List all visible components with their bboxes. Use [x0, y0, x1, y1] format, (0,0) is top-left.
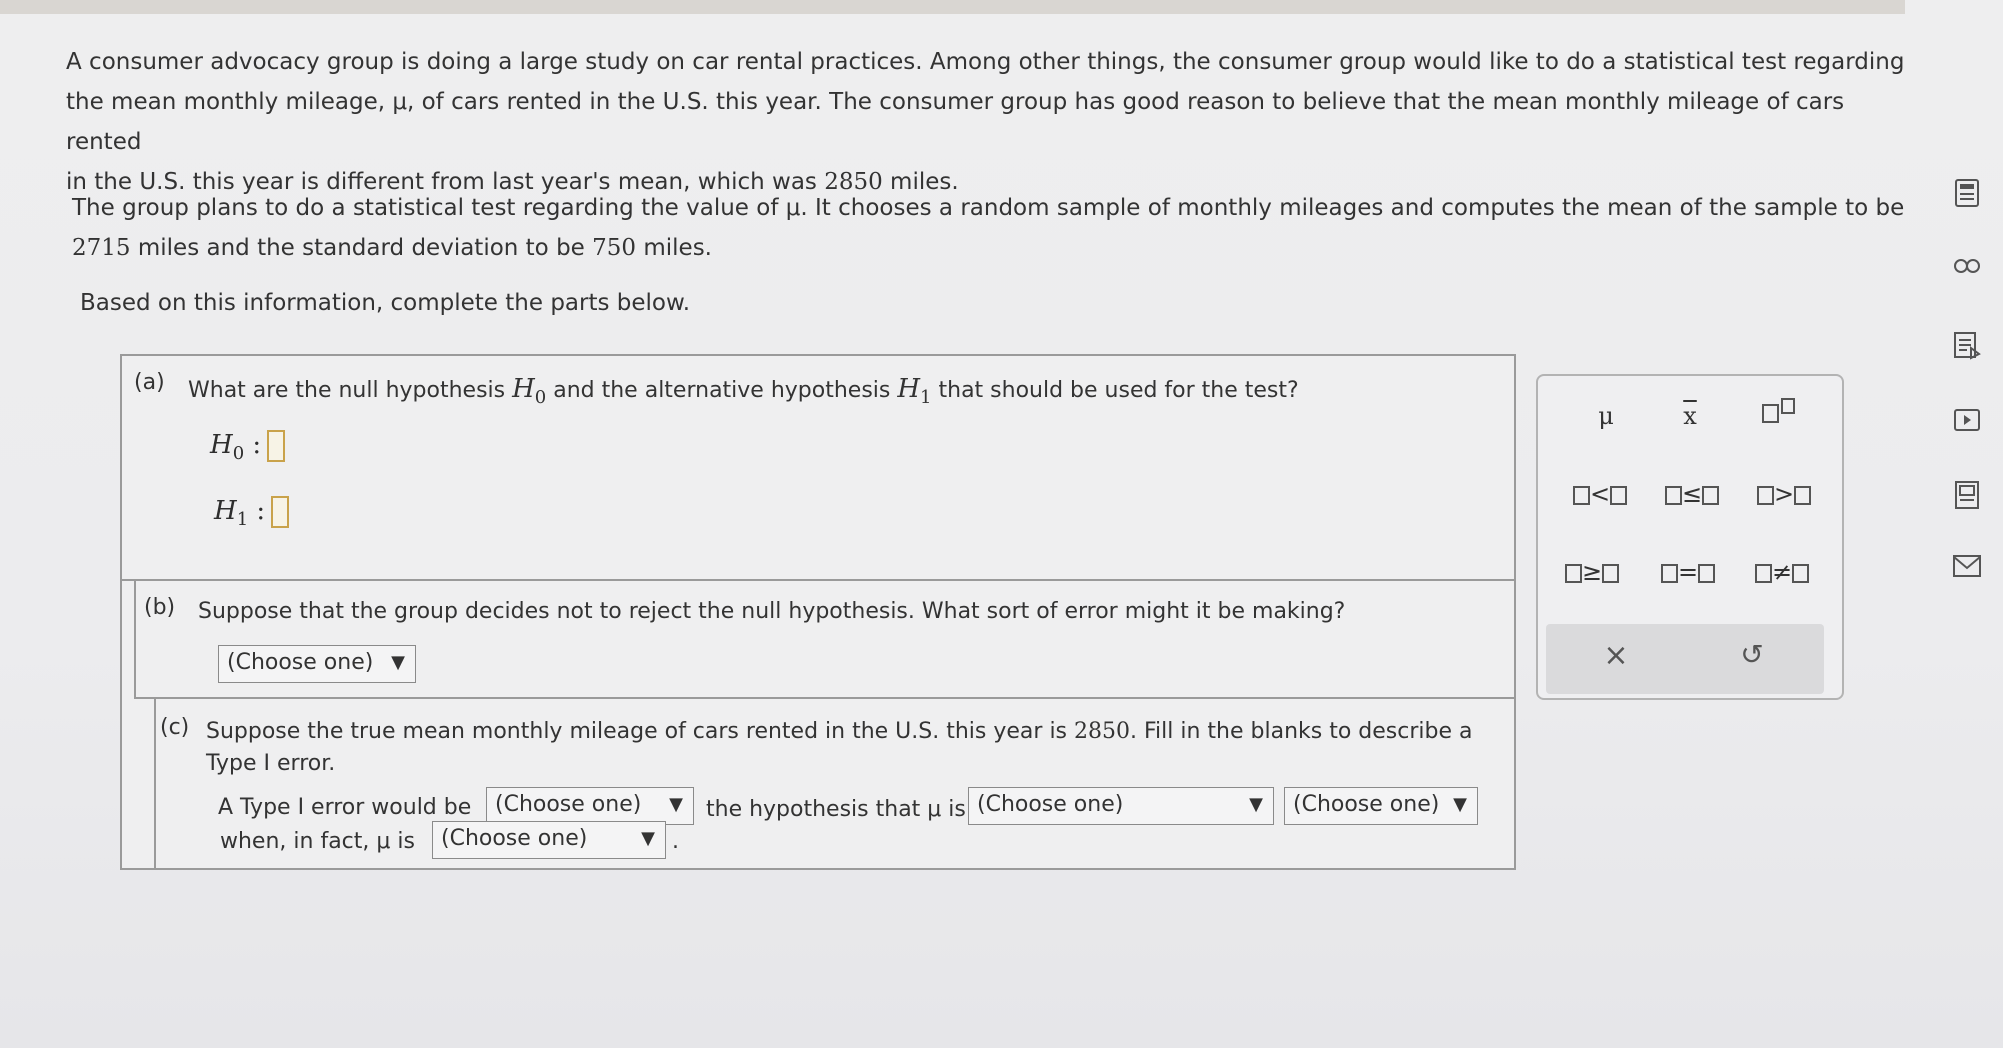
box-icon: [1794, 486, 1811, 505]
text: miles.: [882, 169, 959, 195]
part-a-question: [188, 374, 1299, 408]
worksheet-icon[interactable]: [1950, 330, 1984, 358]
box-icon: [1702, 486, 1719, 505]
palette-footer: [1546, 624, 1824, 694]
part-b-select[interactable]: [218, 645, 416, 683]
problem-line: [72, 228, 1912, 268]
select-value: (Choose one): [495, 792, 642, 817]
true-mean: 2850: [1074, 719, 1131, 744]
h1-row: [214, 496, 289, 530]
text: that should be used for the test?: [931, 378, 1299, 403]
textbook-icon[interactable]: [1950, 480, 1984, 508]
instructions: Based on this information, complete the parts below.: [80, 290, 691, 316]
last-year-mean: 2850: [824, 169, 883, 195]
undo-button[interactable]: [1702, 638, 1802, 671]
close-icon: ×: [1603, 638, 1629, 673]
less-equal-button[interactable]: [1642, 480, 1742, 508]
sample-sd: 750: [592, 235, 637, 261]
part-a: [122, 356, 1514, 581]
box-icon: [1757, 486, 1774, 505]
video-play-icon[interactable]: [1950, 408, 1984, 436]
box-icon: [1762, 404, 1779, 423]
h1-label: H: [214, 496, 237, 526]
box-icon: [1661, 564, 1678, 583]
equal-icon: =: [1677, 558, 1699, 586]
not-equal-icon: ≠: [1771, 558, 1793, 586]
box-icon: [1698, 564, 1715, 583]
part-b: [134, 579, 1516, 699]
sentence-part-1: A Type I error would be: [218, 795, 472, 820]
part-b-label: (b): [144, 595, 176, 620]
clear-button[interactable]: [1566, 638, 1666, 673]
part-c-question-line2: Type I error.: [206, 751, 336, 776]
chevron-down-icon: ▼: [1249, 794, 1263, 815]
infinity-icon[interactable]: [1950, 258, 1984, 286]
subscript: 1: [920, 387, 932, 409]
box-icon: [1665, 486, 1682, 505]
problem-line: A consumer advocacy group is doing a large study on car rental practices. Among other things, the consumer group would like to do a statistical test regarding: [66, 49, 1905, 75]
text: H: [897, 374, 921, 404]
colon: :: [256, 496, 266, 526]
part-a-label: (a): [134, 370, 165, 395]
text: the hypothesis that μ is: [706, 797, 966, 822]
box-icon: [1610, 486, 1627, 505]
h0-symbol: [512, 374, 547, 409]
h0-label: H: [210, 430, 233, 460]
calculator-icon[interactable]: [1950, 178, 1984, 206]
text: in the U.S. this year is different from last year's mean, which was: [66, 169, 825, 195]
text: What are the null hypothesis: [188, 378, 513, 403]
box-icon: [1755, 564, 1772, 583]
box-icon: [1602, 564, 1619, 583]
colon: :: [252, 430, 262, 460]
xbar-button[interactable]: [1640, 402, 1740, 430]
question-box: [120, 354, 1516, 870]
chevron-down-icon: ▼: [391, 652, 405, 673]
text: miles and the standard deviation to be: [130, 235, 593, 261]
sample-mean: 2715: [72, 235, 131, 261]
not-equal-button[interactable]: [1732, 558, 1832, 586]
problem-paragraph-1: [66, 42, 1926, 202]
text: . Fill in the blanks to describe a: [1130, 719, 1473, 744]
part-c-select-3[interactable]: [1284, 787, 1478, 825]
mu-icon: μ: [1598, 402, 1614, 430]
chevron-down-icon: ▼: [669, 794, 683, 815]
box-icon: [1573, 486, 1590, 505]
part-c-select-1[interactable]: [486, 787, 694, 825]
part-c: [154, 699, 1516, 870]
top-bar: [0, 0, 1905, 14]
problem-line: The group plans to do a statistical test regarding the value of μ. It chooses a random sample of monthly mileages and computes the mean of the sample to be: [72, 195, 1905, 221]
select-value: (Choose one): [1293, 792, 1440, 817]
symbol-palette: [1536, 374, 1844, 700]
h0-input[interactable]: [267, 430, 285, 462]
greater-than-button[interactable]: [1734, 480, 1834, 508]
xbar-icon: $\overline{x}$: [1683, 402, 1697, 430]
h1-symbol: [897, 374, 932, 409]
greater-than-icon: >: [1773, 480, 1795, 508]
h0-row: [210, 430, 285, 464]
greater-equal-icon: ≥: [1581, 558, 1603, 586]
part-b-question: Suppose that the group decides not to reject the null hypothesis. What sort of error might it be making?: [198, 599, 1346, 624]
select-value: (Choose one): [227, 650, 374, 675]
problem-line: the mean monthly mileage, μ, of cars rented in the U.S. this year. The consumer group has good reason to believe that the mean monthly mileage of cars rented: [66, 89, 1845, 155]
part-c-select-2[interactable]: [968, 787, 1274, 825]
box-icon: [1781, 398, 1795, 414]
less-than-button[interactable]: [1550, 480, 1650, 508]
sentence-part-3: when, in fact, μ is: [220, 829, 415, 854]
select-value: (Choose one): [441, 826, 588, 851]
greater-equal-button[interactable]: [1542, 558, 1642, 586]
subscript: 0: [534, 387, 547, 409]
box-icon: [1565, 564, 1582, 583]
undo-icon: ↺: [1740, 638, 1764, 671]
equal-button[interactable]: [1638, 558, 1738, 586]
box-icon: [1792, 564, 1809, 583]
period: .: [672, 829, 679, 854]
less-equal-icon: ≤: [1681, 480, 1703, 508]
part-c-select-4[interactable]: [432, 821, 666, 859]
text: miles.: [636, 235, 712, 261]
subscript: 1: [236, 509, 249, 531]
mail-icon[interactable]: [1950, 554, 1984, 582]
part-c-question: [206, 719, 1473, 744]
select-value: (Choose one): [977, 792, 1124, 817]
sentence-part-2: [706, 797, 966, 822]
chevron-down-icon: ▼: [1453, 794, 1467, 815]
part-c-label: (c): [160, 715, 190, 740]
h1-input[interactable]: [271, 496, 289, 528]
text: Suppose the true mean monthly mileage of cars rented in the U.S. this year is: [206, 719, 1075, 744]
less-than-icon: <: [1589, 480, 1611, 508]
chevron-down-icon: ▼: [641, 828, 655, 849]
subscript: 0: [232, 443, 245, 465]
superscript-button[interactable]: [1728, 398, 1828, 426]
text: and the alternative hypothesis: [546, 378, 898, 403]
text: H: [512, 374, 535, 404]
problem-paragraph-2: [72, 188, 1912, 268]
